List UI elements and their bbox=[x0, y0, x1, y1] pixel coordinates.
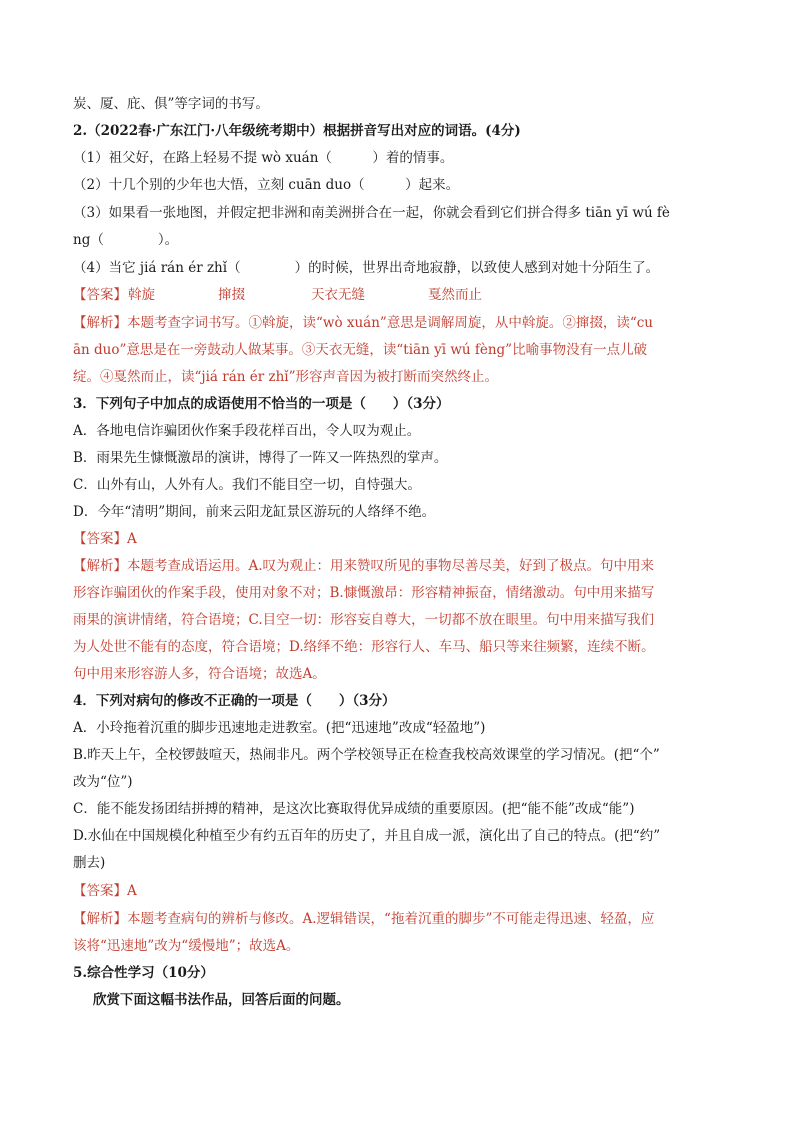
q4-answer: A bbox=[127, 883, 137, 899]
q2-analysis-line-2: ān duo”意思是在一旁鼓动人做某事。③天衣无缝，读“tiān yī wú fèng”比喻事物没有一点儿破 bbox=[73, 342, 648, 358]
q2-answer-4: 戛然而止 bbox=[428, 287, 482, 303]
q4-analysis-line-1 bbox=[73, 909, 723, 929]
q4-option-b: B.昨天上午，全校锣鼓喧天，热闹非凡。两个学校领导正在检查我校高效课堂的学习情况。(把“个” bbox=[73, 747, 660, 763]
q2-item-4: （4）当它 jiá rán ér zhǐ（ ）的时候，世界出奇地寂静，以致使人感到对她十分陌生了。 bbox=[73, 260, 660, 276]
q4-title: 4．下列对病句的修改不正确的一项是（ ）（3分） bbox=[73, 693, 396, 709]
q3-analysis-line-5: 句中用来形容游人多，符合语境；故选A。 bbox=[73, 666, 326, 682]
q3-option-d: D．今年“清明”期间，前来云阳龙缸景区游玩的人络绎不绝。 bbox=[73, 504, 436, 520]
q3-analysis-line-3: 雨果的演讲情绪，符合语境；C.目空一切：形容妄自尊大，一切都不放在眼里。句中用来描写我们 bbox=[73, 612, 655, 628]
q2-item-1: （1）祖父好，在路上轻易不提 wò xuán（ ）着的情事。 bbox=[73, 150, 454, 166]
q4-answer-line bbox=[73, 881, 723, 901]
answer-label: 【答案】 bbox=[73, 883, 127, 899]
q3-analysis-line-2: 形容诈骗团伙的作案手段，使用对象不对；B.慷慨激昂：形容精神振奋，情绪激动。句中用来描写 bbox=[73, 585, 655, 601]
q4-option-c: C．能不能发扬团结拼搏的精神，是这次比赛取得优异成绩的重要原因。(把“能不能”改成“能”) bbox=[73, 801, 635, 817]
q2-answer-3: 天衣无缝 bbox=[311, 287, 365, 303]
q5-title: 5.综合性学习（10分） bbox=[73, 965, 214, 981]
q5-intro: 欣赏下面这幅书法作品，回答后面的问题。 bbox=[93, 992, 350, 1008]
analysis-label: 【解析】 bbox=[73, 558, 127, 574]
q4-analysis-text-1: 本题考查病句的辨析与修改。A.逻辑错误，“拖着沉重的脚步”不可能走得迅速、轻盈，应 bbox=[127, 911, 655, 927]
q2-analysis-line-1 bbox=[73, 313, 723, 333]
q2-analysis-text-1: 本题考查字词书写。①斡旋，读“wò xuán”意思是调解周旋，从中斡旋。②撺掇，读“cu bbox=[127, 315, 653, 331]
continued-analysis-line: 炭、厦、庇、俱”等字词的书写。 bbox=[73, 96, 269, 112]
analysis-label: 【解析】 bbox=[73, 315, 127, 331]
q3-option-a: A．各地电信诈骗团伙作案手段花样百出，令人叹为观止。 bbox=[73, 423, 421, 439]
q4-option-d: D.水仙在中国规模化种植至少有约五百年的历史了，并且自成一派，演化出了自己的特点。(把“约” bbox=[73, 828, 661, 844]
q4-analysis-line-2: 该将“迅速地”改为“缓慢地”；故选A。 bbox=[73, 938, 300, 954]
q3-option-c: C．山外有山，人外有人。我们不能目空一切，自恃强大。 bbox=[73, 477, 421, 493]
analysis-label: 【解析】 bbox=[73, 911, 127, 927]
q2-title: 2.（2022春·广东江门·八年级统考期中）根据拼音写出对应的词语。(4分) bbox=[73, 123, 521, 139]
answer-label: 【答案】 bbox=[73, 287, 127, 303]
q3-analysis-text-1: 本题考查成语运用。A.叹为观止：用来赞叹所见的事物尽善尽美，好到了极点。句中用来 bbox=[127, 558, 655, 574]
q3-title: 3．下列句子中加点的成语使用不恰当的一项是（ ）（3分） bbox=[73, 396, 450, 412]
q4-option-b-cont: 改为“位”) bbox=[73, 774, 133, 790]
q3-analysis-line-4: 为人处世不能有的态度，符合语境；D.络绎不绝：形容行人、车马、船只等来往频繁，连续不断。 bbox=[73, 639, 655, 655]
q3-answer: A bbox=[127, 531, 137, 547]
q4-option-d-cont: 删去) bbox=[73, 855, 106, 871]
q4-option-a: A．小玲拖着沉重的脚步迅速地走进教室。(把“迅速地”改成“轻盈地”) bbox=[73, 720, 486, 736]
q2-item-3-cont: ng（ ）。 bbox=[73, 232, 179, 248]
q2-answer-2: 撺掇 bbox=[218, 287, 245, 303]
q2-answer-1: 斡旋 bbox=[128, 287, 155, 303]
answer-label: 【答案】 bbox=[73, 531, 127, 547]
q2-item-3: （3）如果看一张地图，并假定把非洲和南美洲拼合在一起，你就会看到它们拼合得多 tiān yī wú fè bbox=[73, 205, 670, 221]
q2-analysis-line-3: 绽。④戛然而止，读“jiá rán ér zhǐ”形容声音因为被打断而突然终止。 bbox=[73, 369, 498, 385]
q2-item-2: （2）十几个别的少年也大悟，立刻 cuān duo（ ）起来。 bbox=[73, 177, 460, 193]
q3-option-b: B．雨果先生慷慨激昂的演讲，博得了一阵又一阵热烈的掌声。 bbox=[73, 450, 448, 466]
q3-analysis-line-1 bbox=[73, 556, 723, 576]
q3-answer-line bbox=[73, 529, 723, 549]
